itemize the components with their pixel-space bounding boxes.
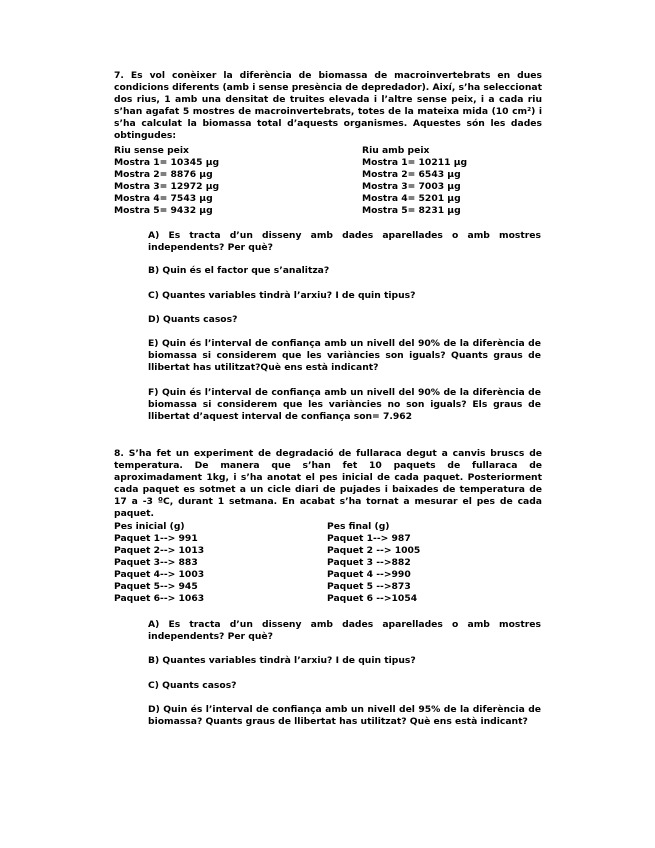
ex8-question-b: B) Quantes variables tindrà l’arxiu? I de quin tipus?	[148, 655, 416, 666]
ex8-left-header: Pes inicial (g)	[114, 521, 185, 532]
ex7-left-header: Riu sense peix	[114, 145, 189, 156]
ex8-right-row: Paquet 1--> 987	[327, 533, 411, 544]
ex7-right-row: Mostra 1= 10211 µg	[362, 157, 468, 168]
ex7-question-b: B) Quin és el factor que s’analitza?	[148, 265, 330, 276]
ex8-question-c: C) Quants casos?	[148, 680, 237, 691]
ex8-left-row: Paquet 3--> 883	[114, 557, 198, 568]
ex8-intro: 8. S’ha fet un experiment de degradació de fullaraca degut a canvis bruscs de temperatura. De manera que s’han fet 10 paquets de fullaraca de aproximadament 1kg, i s’ha anotat el pes inicial de cada paquet. Posteriorment cada paquet es sotmet a un cicle diari de pujades i baixades de temperatura de 17 a -3 ºC, durant 1 setmana. En acabat s’ha tornat a mesurar el pes de cada paquet.	[114, 448, 542, 519]
ex8-right-row: Paquet 5 -->873	[327, 581, 411, 592]
ex7-left-row: Mostra 2= 8876 µg	[114, 169, 213, 180]
ex8-table-right	[327, 521, 420, 605]
ex7-right-row: Mostra 4= 5201 µg	[362, 193, 461, 204]
ex8-right-row: Paquet 6 -->1054	[327, 593, 418, 604]
ex7-question-f: F) Quin és l’interval de confiança amb un nivell del 90% de la diferència de biomassa si considerem que les variàncies no son iguals? Els graus de llibertat d’aquest interval de confiança son= 7.962	[148, 387, 541, 422]
ex8-left-row: Paquet 4--> 1003	[114, 569, 205, 580]
ex7-right-row: Mostra 5= 8231 µg	[362, 205, 461, 216]
ex7-right-header: Riu amb peix	[362, 145, 430, 156]
ex7-question-a: A) Es tracta d’un disseny amb dades aparellades o amb mostres independents? Per què?	[148, 230, 541, 253]
ex8-left-row: Paquet 1--> 991	[114, 533, 198, 544]
ex7-right-row: Mostra 2= 6543 µg	[362, 169, 461, 180]
ex8-right-row: Paquet 4 -->990	[327, 569, 411, 580]
ex7-left-row: Mostra 1= 10345 µg	[114, 157, 220, 168]
ex7-right-row: Mostra 3= 7003 µg	[362, 181, 461, 192]
ex7-table-left	[114, 145, 219, 217]
ex7-left-row: Mostra 3= 12972 µg	[114, 181, 220, 192]
ex7-question-c: C) Quantes variables tindrà l’arxiu? I de quin tipus?	[148, 290, 416, 301]
ex7-left-row: Mostra 4= 7543 µg	[114, 193, 213, 204]
ex8-table-left	[114, 521, 204, 605]
ex8-right-row: Paquet 3 -->882	[327, 557, 411, 568]
ex7-question-d: D) Quants casos?	[148, 314, 238, 325]
ex7-table-right	[362, 145, 467, 217]
ex8-right-header: Pes final (g)	[327, 521, 390, 532]
ex7-intro: 7. Es vol conèixer la diferència de biomassa de macroinvertebrats en dues condicions diferents (amb i sense presència de depredador). Així, s’ha seleccionat dos rius, 1 amb una densitat de truites elevada i l’altre sense peix, i a cada riu s’han agafat 5 mostres de macroinvertebrats, totes de la mateixa mida (10 cm²) i s’ha calculat la biomassa total d’aquests organismes. Aquestes són les dades obtingudes:	[114, 70, 542, 141]
ex8-left-row: Paquet 2--> 1013	[114, 545, 205, 556]
ex8-right-row: Paquet 2 --> 1005	[327, 545, 421, 556]
ex8-left-row: Paquet 5--> 945	[114, 581, 198, 592]
ex7-left-row: Mostra 5= 9432 µg	[114, 205, 213, 216]
ex8-left-row: Paquet 6--> 1063	[114, 593, 205, 604]
ex7-question-e: E) Quin és l’interval de confiança amb un nivell del 90% de la diferència de biomassa si considerem que les variàncies son iguals? Quants graus de llibertat has utilitzat?Què ens està indicant?	[148, 338, 541, 373]
ex8-question-d: D) Quin és l’interval de confiança amb un nivell del 95% de la diferència de biomassa? Quants graus de llibertat has utilitzat? Què ens està indicant?	[148, 704, 541, 727]
ex8-question-a: A) Es tracta d’un disseny amb dades aparellades o amb mostres independents? Per què?	[148, 619, 541, 642]
